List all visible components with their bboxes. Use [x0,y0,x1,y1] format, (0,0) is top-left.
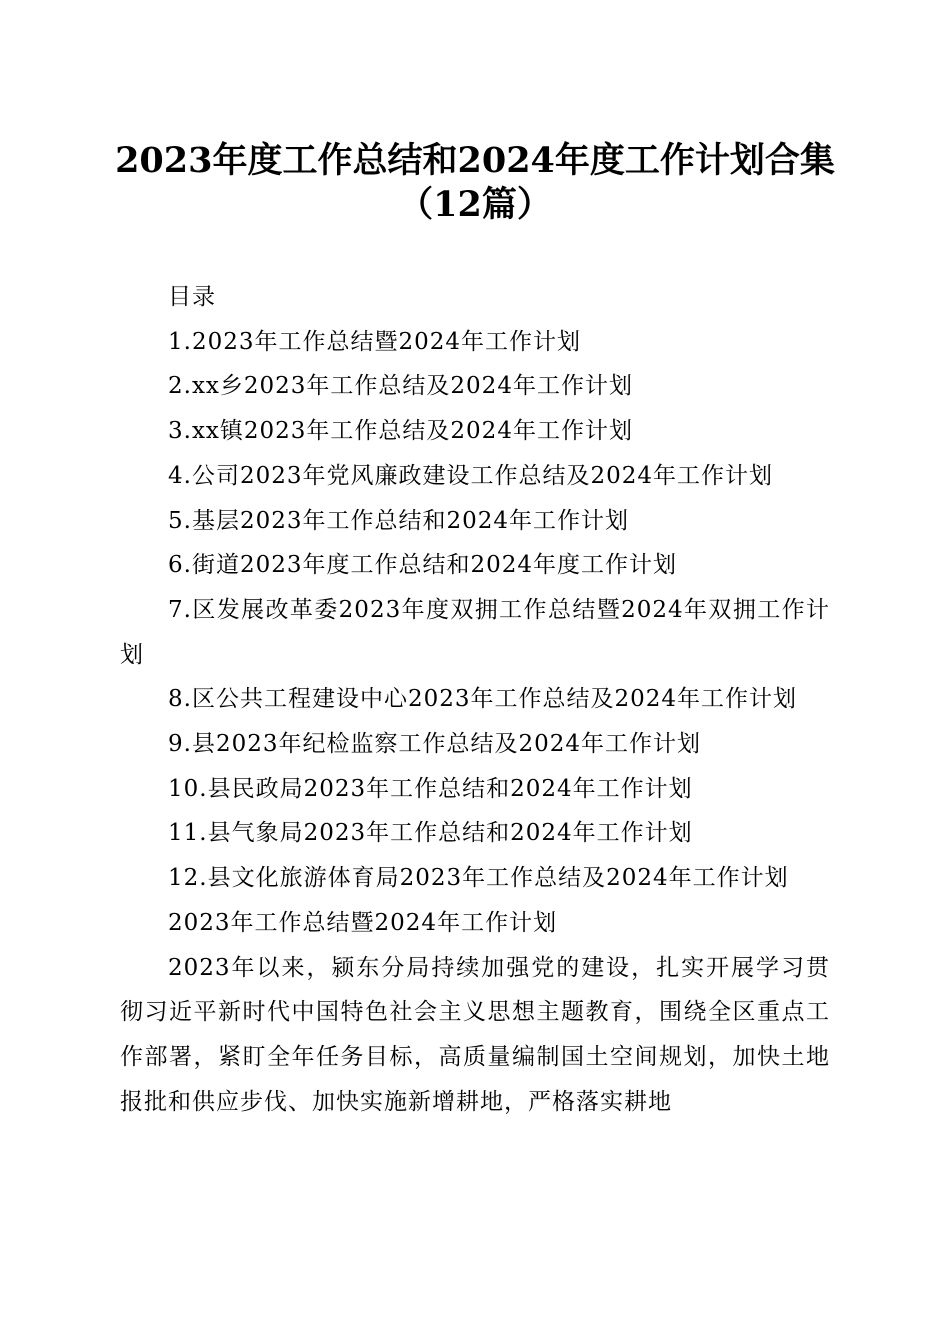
toc-item: 8.区公共工程建设中心2023年工作总结及2024年工作计划 [168,686,798,713]
toc-item: 10.县民政局2023年工作总结和2024年工作计划 [168,775,693,802]
toc-item: 9.县2023年纪检监察工作总结及2024年工作计划 [168,731,702,758]
toc-item: 5.基层2023年工作总结和2024年工作计划 [168,507,630,534]
toc-item: 6.街道2023年度工作总结和2024年度工作计划 [168,552,678,579]
body-paragraph: 2023年以来，颍东分局持续加强党的建设，扎实开展学习贯彻习近平新时代中国特色社会主义思想主题教育，围绕全区重点工作部署，紧盯全年任务目标，高质量编制国土空间规划，加快土地报批和供应步伐、加快实施新增耕地，严格落实耕地 [120,954,830,1115]
toc-item: 3.xx镇2023年工作总结及2024年工作计划 [168,418,633,445]
toc-item: 4.公司2023年党风廉政建设工作总结及2024年工作计划 [168,462,774,489]
toc-item: 11.县气象局2023年工作总结和2024年工作计划 [168,820,693,847]
document-title: 2023年度工作总结和2024年度工作计划合集 [115,140,835,181]
section-heading: 2023年工作总结暨2024年工作计划 [168,909,558,936]
table-of-contents [120,320,830,901]
toc-item: 7.区发展改革委2023年度双拥工作总结暨2024年双拥工作计划 [120,596,830,668]
document-body [120,275,830,1124]
toc-item: 1.2023年工作总结暨2024年工作计划 [168,328,582,355]
toc-item: 2.xx乡2023年工作总结及2024年工作计划 [168,373,633,400]
document-subtitle: （12篇） [398,184,552,225]
toc-item: 12.县文化旅游体育局2023年工作总结及2024年工作计划 [168,865,789,892]
toc-heading: 目录 [168,284,216,310]
